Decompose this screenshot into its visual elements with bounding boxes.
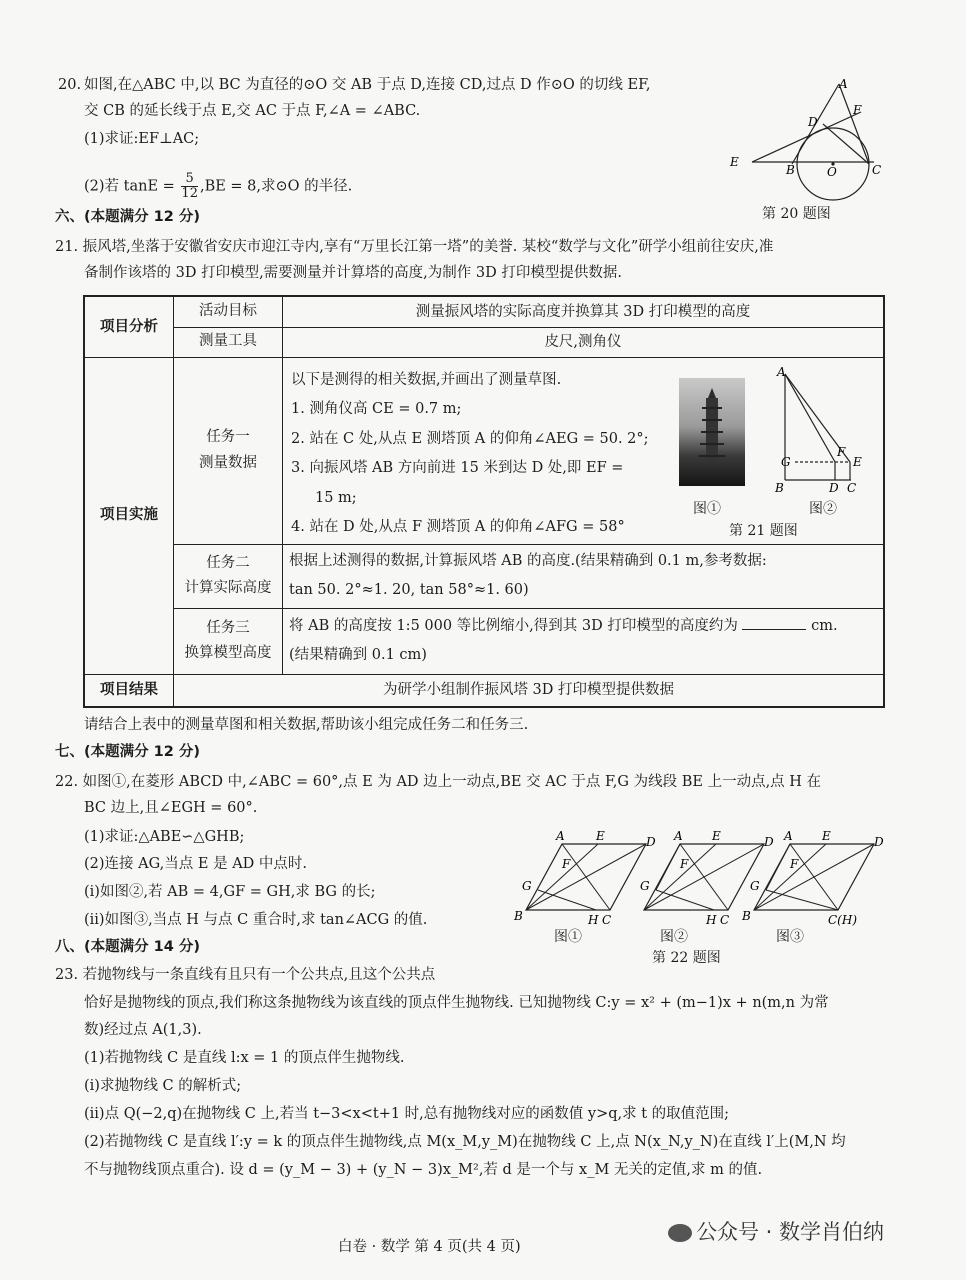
fig20-label-D: D <box>808 115 818 129</box>
q22-line2: BC 边上,且∠EGH = 60°. <box>84 800 258 816</box>
fig22b-D: D <box>764 835 774 849</box>
q21-instruction: 请结合上表中的测量草图和相关数据,帮助该小组完成任务二和任务三. <box>84 717 529 733</box>
q20-line2: 交 CB 的延长线于点 E,交 AC 于点 F,∠A = ∠ABC. <box>84 103 421 119</box>
tool-label: 测量工具 <box>174 327 283 357</box>
fig21-label-A: A <box>777 364 786 379</box>
task3-label: 任务三 换算模型高度 <box>174 608 283 674</box>
tool-value: 皮尺,测角仪 <box>283 327 885 357</box>
fig21-1-caption: 图① <box>693 500 721 517</box>
row-result-label: 项目结果 <box>84 674 174 707</box>
fig22-3-caption: 图③ <box>776 929 804 945</box>
q23-part1: (1)若抛物线 C 是直线 l:x = 1 的顶点伴生抛物线. <box>84 1050 405 1066</box>
q23-line2: 恰好是抛物线的顶点,我们称这条抛物线为该直线的顶点伴生抛物线. 已知抛物线 C:y = x² + (m−1)x + n(m,n 为常 <box>84 995 829 1011</box>
q20-caption: 第 20 题图 <box>762 206 831 222</box>
answer-blank <box>742 617 806 630</box>
task2-label: 任务二 计算实际高度 <box>174 544 283 608</box>
fig22-2-caption: 图② <box>660 929 688 945</box>
q23-part2a: (2)若抛物线 C 是直线 l′:y = k 的顶点伴生抛物线,点 M(x_M,y_M)在抛物线 C 上,点 N(x_N,y_N)在直线 l′上(M,N 均 <box>84 1134 846 1150</box>
fig22-1-caption: 图① <box>554 929 582 945</box>
q21-line1: 21. 振风塔,坐落于安徽省安庆市迎江寺内,享有“万里长江第一塔”的美誉. 某校“数学与文化”研学小组前往安庆,准 <box>55 239 774 255</box>
fig22c-CH: C(H) <box>828 913 858 926</box>
fig22c-D: D <box>874 835 884 849</box>
fig22a-C: C <box>602 913 612 926</box>
row-analysis-label: 项目分析 <box>84 296 174 357</box>
task1-item4: 4. 站在 D 处,从点 F 测塔顶 A 的仰角∠AFG = 58° <box>291 519 625 535</box>
fig22-caption: 第 22 题图 <box>652 950 721 966</box>
task1-content <box>283 357 885 544</box>
fig22b-C: C <box>720 913 730 926</box>
fig22c-A: A <box>784 829 793 843</box>
fig21-2-caption: 图② <box>809 500 837 517</box>
fig20-label-O: O <box>827 165 837 179</box>
fig21-label-B: B <box>775 480 784 494</box>
fig20-label-B: B <box>786 163 795 177</box>
task1-label: 任务一 测量数据 <box>174 357 283 544</box>
fig22b-E: E <box>712 829 721 843</box>
q21-line2: 备制作该塔的 3D 打印模型,需要测量并计算塔的高度,为制作 3D 打印模型提供数据. <box>84 265 622 281</box>
fig22-2 <box>640 829 774 926</box>
project-table <box>83 295 885 708</box>
fig21-caption: 第 21 题图 <box>729 522 798 539</box>
fig22a-A: A <box>556 829 565 843</box>
q23-part1i: (i)求抛物线 C 的解析式; <box>84 1078 242 1094</box>
q22-part2i: (i)如图②,若 AB = 4,GF = GH,求 BG 的长; <box>84 884 376 900</box>
fig21-label-G: G <box>781 454 791 469</box>
section8-heading: 八、(本题满分 14 分) <box>55 939 201 955</box>
fig21-label-F: F <box>837 444 846 459</box>
fig22b-H: H <box>706 913 717 926</box>
frac-numerator: 5 <box>181 172 198 187</box>
fig22b-G: G <box>640 879 650 893</box>
section6-heading: 六、(本题满分 12 分) <box>55 209 201 225</box>
fig21-label-E: E <box>853 454 862 469</box>
q20-figure <box>726 78 896 208</box>
task1-item3: 3. 向振风塔 AB 方向前进 15 米到达 D 处,即 EF = <box>291 460 624 476</box>
fig20-label-C: C <box>872 163 882 177</box>
q20-part1: (1)求证:EF⊥AC; <box>84 131 200 147</box>
goal-value: 测量振风塔的实际高度并换算其 3D 打印模型的高度 <box>283 296 885 327</box>
q22-line1: 22. 如图①,在菱形 ABCD 中,∠ABC = 60°,点 E 为 AD 边上一动点,BE 交 AC 于点 F,G 为线段 BE 上一动点,点 H 在 <box>55 774 822 790</box>
task3-content: 将 AB 的高度按 1:5 000 等比例缩小,得到其 3D 打印模型的高度约为 cm. (结果精确到 0.1 cm) <box>283 608 885 674</box>
q20-number: 20. <box>58 77 82 93</box>
fig22c-E: E <box>822 829 831 843</box>
fig22a-F: F <box>562 857 571 871</box>
tower-photo <box>679 378 745 486</box>
q23-line3: 数)经过点 A(1,3). <box>84 1022 202 1038</box>
page-footer: 白卷 · 数学 第 4 页(共 4 页) <box>338 1239 521 1255</box>
fig22b-A: A <box>674 829 683 843</box>
q22-part1: (1)求证:△ABE∽△GHB; <box>84 829 245 845</box>
q22-part2ii: (ii)如图③,当点 H 与点 C 重合时,求 tan∠ACG 的值. <box>84 912 428 928</box>
fig22a-E: E <box>596 829 605 843</box>
task1-item1: 1. 测角仪高 CE = 0.7 m; <box>291 401 462 417</box>
row-impl-label: 项目实施 <box>84 357 174 674</box>
q22-figures <box>510 826 890 926</box>
fig22a-G: G <box>522 879 532 893</box>
fig22b-F: F <box>680 857 689 871</box>
q23-part2b: 不与抛物线顶点重合). 设 d = (y_M − 3) + (y_N − 3)x_M²,若 d 是一个与 x_M 无关的定值,求 m 的值. <box>84 1162 763 1178</box>
task1-item2: 2. 站在 C 处,从点 E 测塔顶 A 的仰角∠AEG = 50. 2°; <box>291 430 649 447</box>
q20-line1: 如图,在△ABC 中,以 BC 为直径的⊙O 交 AB 于点 D,连接 CD,过点 D 作⊙O 的切线 EF, <box>84 77 651 93</box>
q20-part2: (2)若 tanE = $\frac{5}{12}$ ,BE = 8,求⊙O 的半径. <box>84 171 353 201</box>
watermark: 公众号 · 数学肖伯纳 <box>668 1222 884 1243</box>
task2-content: 根据上述测得的数据,计算振风塔 AB 的高度.(结果精确到 0.1 m,参考数据: tan 50. 2°≈1. 20, tan 58°≈1. 60) <box>283 544 885 608</box>
wechat-icon <box>668 1224 692 1242</box>
q23-part1ii: (ii)点 Q(−2,q)在抛物线 C 上,若当 t−3<x<t+1 时,总有抛物线对应的函数值 y>q,求 t 的取值范围; <box>84 1106 730 1122</box>
task1-intro: 以下是测得的相关数据,并画出了测量草图. <box>291 371 562 388</box>
result-value: 为研学小组制作振风塔 3D 打印模型提供数据 <box>174 674 885 707</box>
fig20-label-F: F <box>853 103 862 117</box>
q23-line1: 23. 若抛物线与一条直线有且只有一个公共点,且这个公共点 <box>55 967 436 983</box>
fig22c-B: B <box>742 909 751 923</box>
fig21-2 <box>773 364 873 494</box>
fig22c-G: G <box>750 879 760 893</box>
q22-part2: (2)连接 AG,当点 E 是 AD 中点时. <box>84 856 308 872</box>
fig22a-D: D <box>646 835 656 849</box>
fig22c-F: F <box>790 857 799 871</box>
task1-item3b: 15 m; <box>315 489 357 506</box>
goal-label: 活动目标 <box>174 296 283 327</box>
fig21-label-C: C <box>847 480 857 494</box>
frac-denominator: 12 <box>181 186 198 201</box>
fig20-label-A: A <box>839 78 848 91</box>
fig22a-B: B <box>514 909 523 923</box>
fig22-1 <box>513 829 656 926</box>
fig22a-H: H <box>588 913 599 926</box>
fig21-label-D: D <box>829 480 839 494</box>
section7-heading: 七、(本题满分 12 分) <box>55 744 201 760</box>
fig20-label-E: E <box>730 155 739 169</box>
